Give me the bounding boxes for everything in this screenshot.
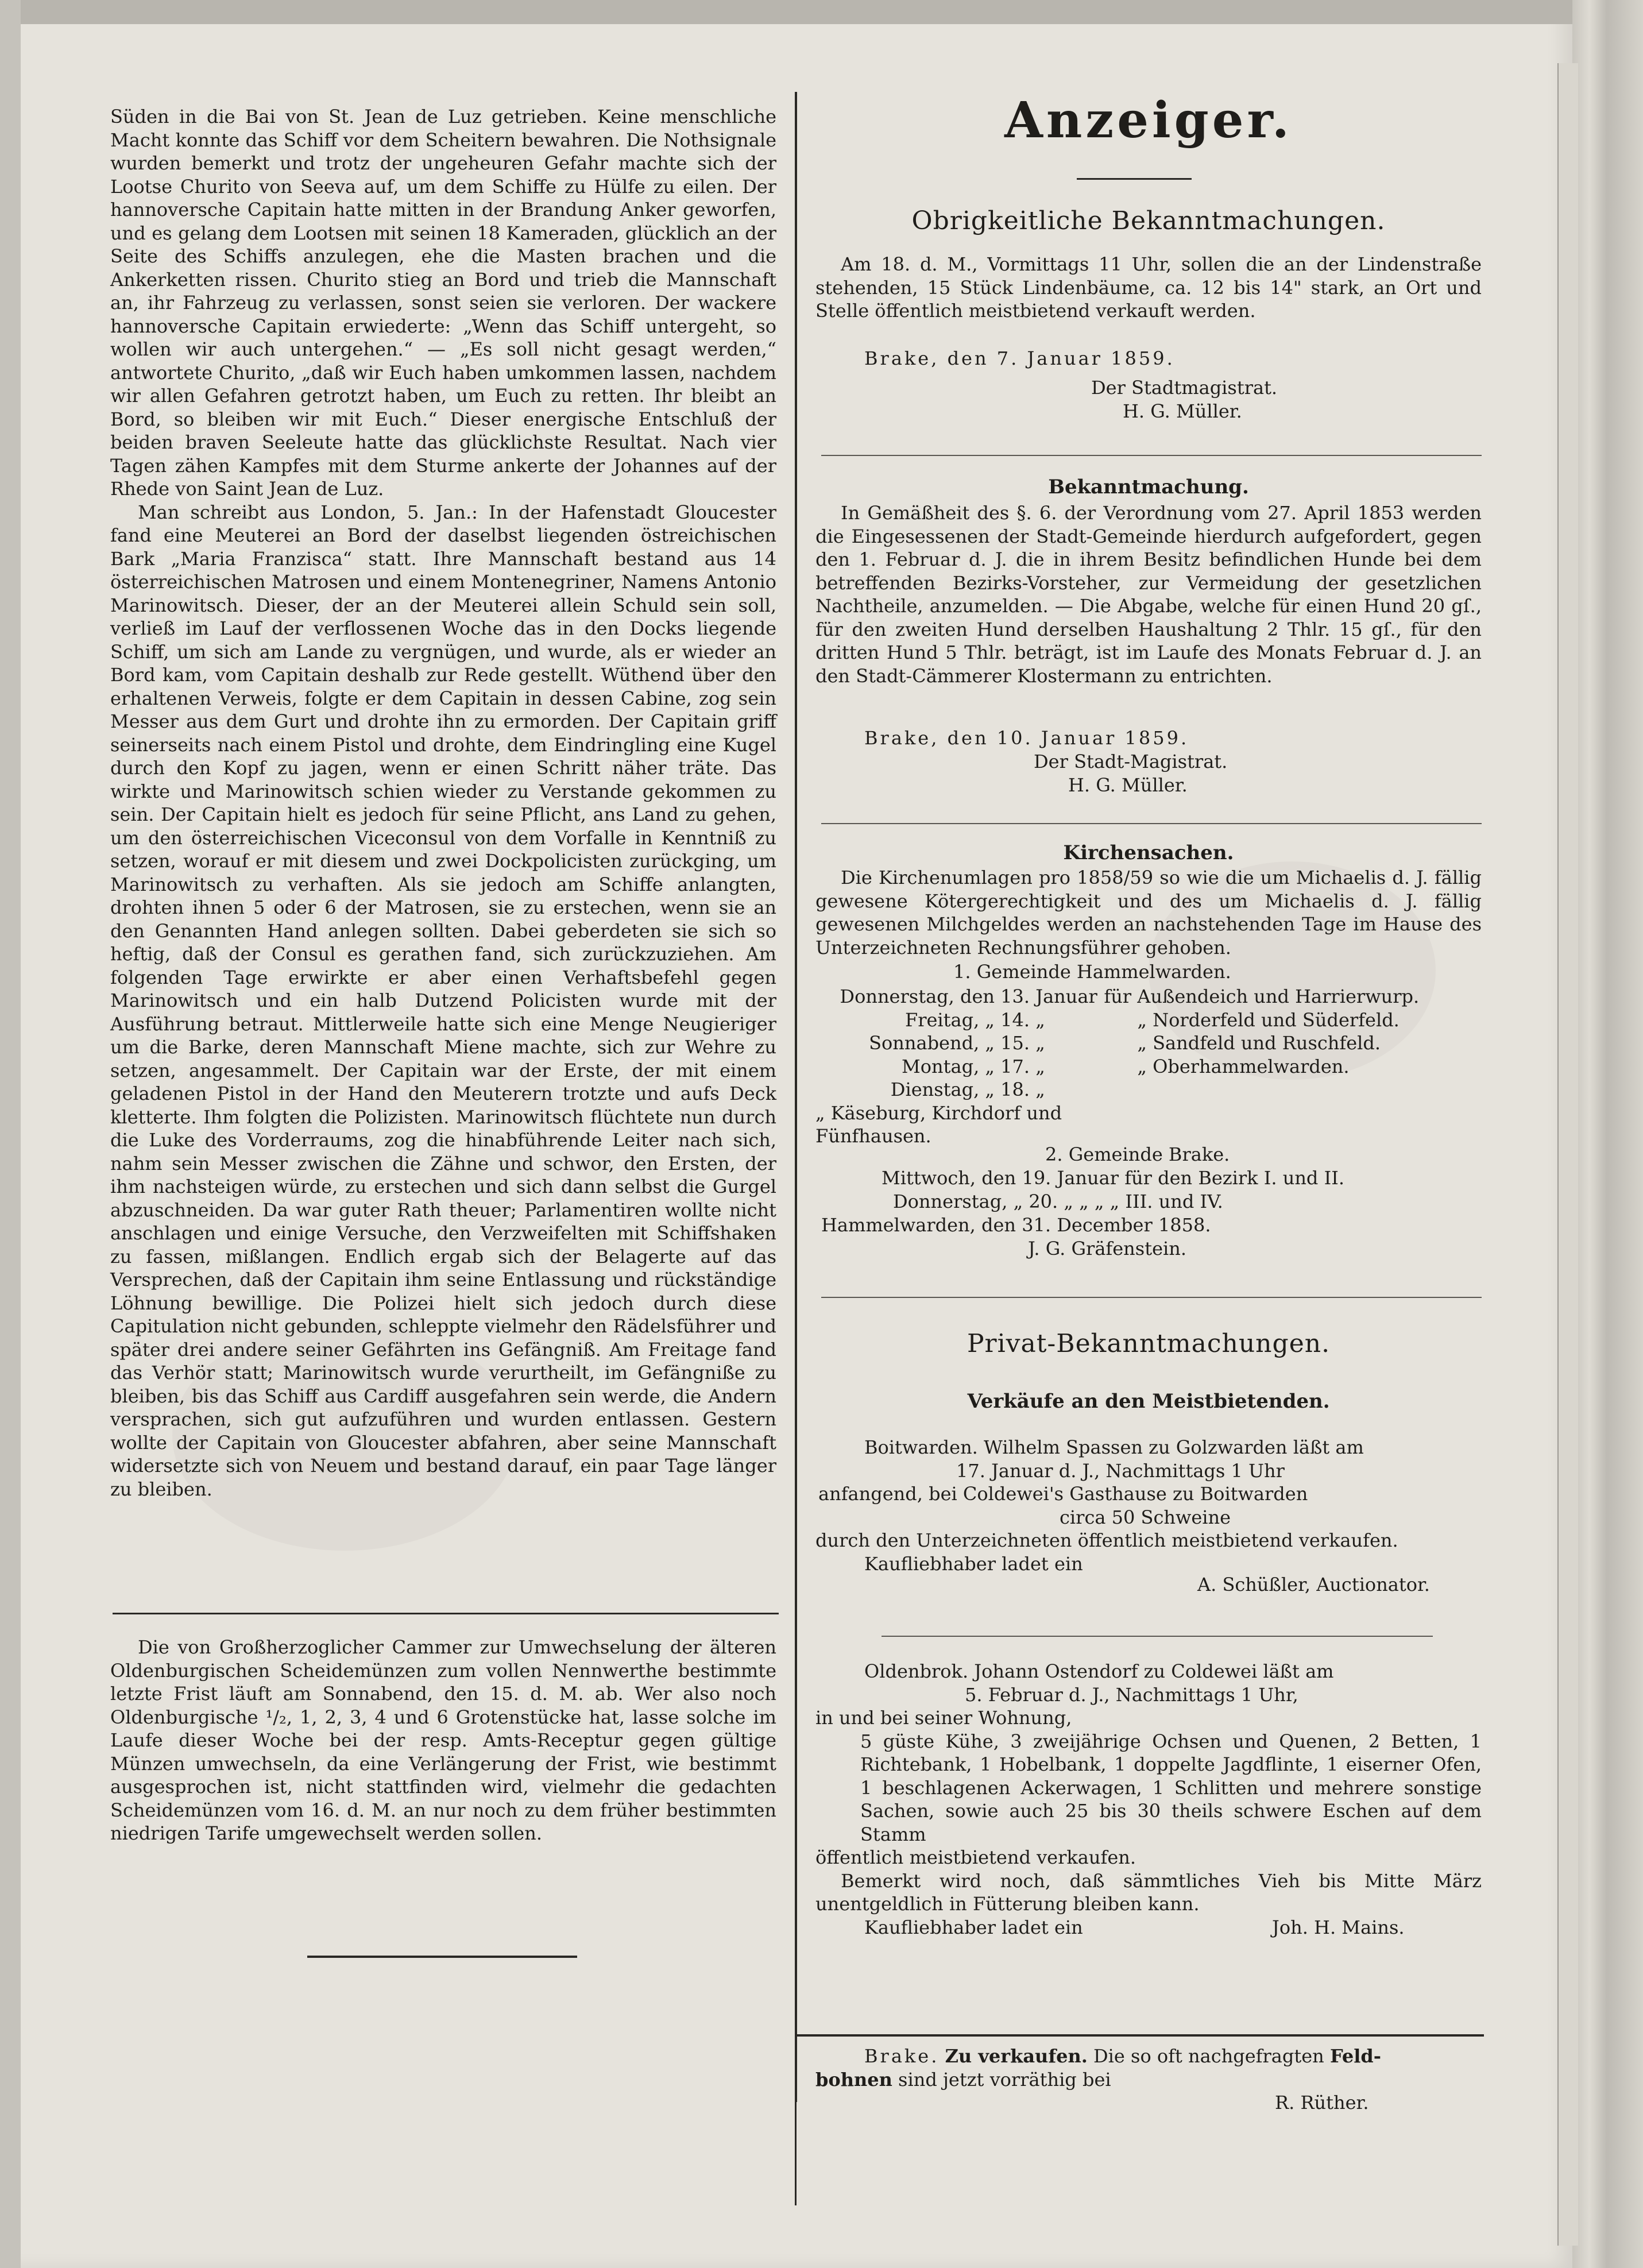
masthead: Anzeiger.	[1004, 91, 1293, 149]
schedule-day: Donnerstag, den	[840, 986, 995, 1007]
official-notice2-authority: Der Stadt-Magistrat.	[1034, 751, 1228, 772]
schedule-place: für Außendeich und Harrierwurp.	[1104, 986, 1420, 1007]
ad-place: Brake.	[864, 2045, 940, 2067]
schedule-row	[815, 1009, 1482, 1032]
church-group2-row: Donnerstag, „ 20. „ „ „ „ III. und IV.	[893, 1191, 1223, 1212]
church-date: Hammelwarden, den 31. December 1858.	[821, 1214, 1211, 1236]
page-left-edge	[0, 0, 21, 2268]
private-title: Privat-Bekanntmachungen.	[967, 1329, 1331, 1358]
official-notice2-signature: H. G. Müller.	[1068, 774, 1188, 796]
article-paragraph: Die von Großherzoglicher Cammer zur Umwechselung der älteren Oldenburgischen Scheidemünzen zum vollen Nennwerthe bestimmte letzte Frist läuft am Sonnabend, den 15. d. M. ab. Wer also noch Oldenburgische ¹/₂, 1, 2, 3, 4 und 6 Grotenstücke hat, lasse solche im Laufe dieser Woche bei der resp. Amts-Receptur gegen gültige Münzen umwechseln, da eine Verlängerung der Frist, wie bestimmt ausgesprochen ist, nicht stattfinden wird, vielmehr die gedachten Scheidemünzen vom 16. d. M. an nur noch zu dem früher bestimmten niedrigen Tarife umgewechselt werden sollen.	[110, 1636, 776, 1844]
church-group1-title: 1. Gemeinde Hammelwarden.	[953, 961, 1231, 983]
schedule-place: „ Norderfeld und Süderfeld.	[1137, 1009, 1400, 1031]
official-notice2-title: Bekanntmachung.	[1048, 476, 1249, 499]
article-paragraph: Süden in die Bai von St. Jean de Luz getrieben. Keine menschliche Macht konnte das Schiff vor dem Scheitern bewahren. Die Nothsignale wurden bemerkt und trotz der ungeheuren Gefahr machte sich der Lootse Churito von Seeva auf, um dem Schiffe zu Hülfe zu eilen. Der hannoversche Capitain hatte mitten in der Brandung Anker geworfen, und es gelang dem Lootsen mit seinen 18 Kameraden, glücklich an der Seite des Schiffs anzulegen, ehe die Masten brachen und die Ankerketten rissen. Churito stieg an Bord und trieb die Mannschaft an, ihr Fahrzeug zu verlassen, sonst seien sie verloren. Der wackere hannoversche Capitain erwiederte: „Wenn das Schiff untergeht, so wollen wir auch untergehen.“ — „Es soll nicht gesagt werden,“ antwortete Churito, „daß wir Euch haben umkommen lassen, nachdem wir allen Gefahren getrotzt haben, um Euch zu retten. Ihr bleibt an Bord, so bleiben wir mit Euch.“ Dieser energische Entschluß der beiden braven Seeleute hatte das glücklichste Resultat. Nach vier Tagen zähen Kampfes mit dem Sturme ankerte der Johannes auf der Rhede von Saint Jean de Luz.	[110, 106, 776, 500]
section-rule	[795, 2034, 1484, 2037]
official-notice1-signature: H. G. Müller.	[1123, 400, 1242, 422]
ad-line: circa 50 Schweine	[1060, 1506, 1231, 1528]
schedule-row	[815, 1055, 1482, 1079]
schedule-place: „ Oberhammelwarden.	[1137, 1055, 1350, 1077]
schedule-day: Sonnabend, „	[869, 1032, 995, 1054]
official-notice1-authority: Der Stadtmagistrat.	[1091, 377, 1278, 399]
schedule-row	[815, 1078, 1482, 1148]
ad-line: anfangend, bei Coldewei's Gasthause zu Boitwarden	[818, 1483, 1308, 1505]
church-text: Die Kirchenumlagen pro 1858/59 so wie die um Michaelis d. J. fällig gewesene Kötergerechtigkeit und des um Michaelis d. J. fällig gewesenen Milchgeldes werden an nachstehenden Tage im Hause des Unterzeichneten Rechnungsführer gehoben.	[815, 867, 1482, 959]
ad-heading: Zu verkaufen.	[945, 2045, 1088, 2067]
end-rule	[307, 1956, 577, 1958]
column-rule	[113, 1613, 779, 1614]
private-subtitle: Verkäufe an den Meistbietenden.	[967, 1390, 1330, 1413]
ad-items: 5 güste Kühe, 3 zweijährige Ochsen und Quenen, 2 Betten, 1 Richtebank, 1 Hobelbank, 1 doppelte Jagdflinte, 1 eiserner Ofen, 1 beschlagenen Ackerwagen, 1 Schlitten und mehrere sonstige Sachen, sowie auch 25 bis 30 theils schwere Eschen auf dem Stamm	[860, 1730, 1482, 1845]
ad-brake	[815, 2045, 1482, 2115]
schedule-date: 18. „	[1000, 1079, 1045, 1100]
schedule-date: 17. „	[1000, 1055, 1045, 1077]
official-notice2-text: In Gemäßheit des §. 6. der Verordnung vom 27. April 1853 werden die Eingesessenen der Stadt-Gemeinde hierdurch aufgefordert, gegen den 1. Februar d. J. die in ihrem Besitz befindlichen Hunde bei dem betreffenden Bezirks-Vorsteher, zur Vermeidung der gesetzlichen Nachtheile, anzumelden. — Die Abgabe, welche für einen Hund 20 gſ., für den zweiten Hund derselben Haushaltung 2 Thlr. 15 gſ., für den dritten Hund 5 Thlr. beträgt, ist im Laufe des Monats Februar d. J. an den Stadt-Cämmerer Klostermann zu entrichten.	[815, 502, 1482, 687]
schedule-date: 13. Januar	[1000, 986, 1097, 1007]
left-column-notice	[110, 1636, 776, 1845]
ad-signature: A. Schüßler, Auctionator.	[1197, 1574, 1430, 1595]
page-right-edge	[1572, 0, 1643, 2268]
ad-line: 5. Februar d. J., Nachmittags 1 Uhr,	[965, 1683, 1298, 1706]
schedule-date: 15. „	[1000, 1032, 1045, 1054]
church-group2-title: 2. Gemeinde Brake.	[1045, 1143, 1230, 1165]
ad-line: Kaufliebhaber ladet ein	[864, 1916, 1083, 1938]
schedule-date: 14. „	[1000, 1009, 1045, 1031]
notice-rule	[821, 1297, 1482, 1298]
schedule-day: Montag, „	[902, 1055, 995, 1077]
schedule-row	[815, 1031, 1482, 1055]
page-fold	[1557, 63, 1578, 2246]
page-top-edge	[0, 0, 1643, 24]
church-group2-row: Mittwoch, den 19. Januar für den Bezirk I. und II.	[882, 1167, 1345, 1189]
church-schedule-1	[815, 985, 1482, 1148]
official-notice1-date: Brake, den 7. Januar 1859.	[864, 347, 1175, 369]
schedule-place: „ Käseburg, Kirchdorf und Fünfhausen.	[815, 1102, 1062, 1147]
official-notice1-text: Am 18. d. M., Vormittags 11 Uhr, sollen die an der Lindenstraße stehenden, 15 Stück Lindenbäume, ca. 12 bis 14" stark, an Ort und Stelle öffentlich meistbietend verkauft werden.	[815, 253, 1482, 322]
ad-line: Oldenbrok. Johann Ostendorf zu Coldewei läßt am	[864, 1660, 1334, 1682]
ad-signature: R. Rüther.	[1275, 2092, 1369, 2114]
notice-rule	[821, 455, 1482, 456]
ad-line: in und bei seiner Wohnung,	[815, 1707, 1072, 1729]
ad-item: bohnen	[815, 2068, 892, 2091]
schedule-row	[815, 985, 1482, 1009]
ad-text: sind jetzt vorräthig bei	[898, 2068, 1111, 2091]
official-notice2-date: Brake, den 10. Januar 1859.	[864, 727, 1189, 749]
official-title: Obrigkeitliche Bekanntmachungen.	[911, 206, 1386, 235]
ad-line: durch den Unterzeichneten öffentlich meistbietend verkaufen.	[815, 1529, 1398, 1551]
masthead-rule	[1077, 178, 1192, 180]
article-paragraph: Man schreibt aus London, 5. Jan.: In der Hafenstadt Gloucester fand eine Meuterei an Bord der daselbst liegenden östreichischen Bark „Maria Franzisca“ statt. Ihre Mannschaft bestand aus 14 österreichischen Matrosen und einem Montenegriner, Namens Antonio Marinowitsch. Dieser, der an der Meuterei allein Schuld sein soll, verließ im Lauf der verflossenen Woche das in den Docks liegende Schiff, um sich am Lande zu vergnügen, und wurde, als er wieder an Bord kam, vom Capitain deshalb zur Rede gestellt. Wüthend über den erhaltenen Verweis, folgte er dem Capitain in dessen Cabine, zog sein Messer aus dem Gurt und drohte ihn zu ermorden. Der Capitain griff seinerseits nach einem Pistol und drohte, dem Eindringling eine Kugel durch den Kopf zu jagen, wenn er einen Schritt näher träte. Das wirkte und Marinowitsch schien wieder zu Verstande gekommen zu sein. Der Capitain hielt es jedoch für seine Pflicht, ans Land zu gehen, um den österreichischen Viceconsul von dem Vorfalle in Kenntniß zu setzen, worauf er mit diesem und zwei Dockpolicisten zurückging, um Marinowitsch zu verhaften. Als sie jedoch am Schiffe anlangten, drohten ihnen 5 oder 6 der Matrosen, sie zu erstechen, wenn sie an den Genannten Hand anlegen sollten. Dabei geberdeten sie sich so heftig, daß der Consul es gerathen fand, sich zurückzuziehen. Am folgenden Tage erwirkte er aber einen Verhaftsbefehl gegen Marinowitsch und ein halb Dutzend Policisten wurde mit der Ausführung betraut. Mittlerweile hatte sich eine Menge Neugieriger um die Barke, deren Mannschaft Miene machte, sich zur Wehre zu setzen, angesammelt. Der Capitain war der Erste, der mit einem geladenen Pistol in der Hand den Meuterern trotzte und aufs Deck kletterte. Ihm folgten die Polizisten. Marinowitsch flüchtete nun durch die Luke des Vorderraums, zog die hinabführende Leiter nach sich, nahm sein Messer zwischen die Zähne und schwor, den Ersten, der ihm nachsteigen würde, zu erstechen und sich dann selbst die Gurgel abzuschneiden. Da war guter Rath theuer; Parlamentiren wollte nicht anschlagen und einige Versuche, den Verzweifelten mit Schiffshaken zu fassen, mißlangen. Endlich ergab sich der Belagerte auf das Versprechen, daß der Capitain ihm seine Entlassung und rückständige Löhnung bewillige. Die Polizei hielt sich jedoch durch diese Capitulation nicht gebunden, schleppte vielmehr den Rädelsführer und später drei andere seiner Gefährten ins Gefängniß. Am Freitage fand das Verhör statt; Marinowitsch wurde verurtheilt, im Gefängniße zu bleiben, bis das Schiff aus Cardiff ausgefahren sein werde, die Andern versprachen, sich gut aufzuführen und wurden entlassen. Gestern wollte der Capitain von Gloucester abfahren, aber seine Mannschaft widersetzte sich von Neuem und bestand darauf, ein paar Tage länger zu bleiben.	[110, 501, 776, 1500]
ad-item: Feld-	[1329, 2045, 1382, 2067]
ad-line: 17. Januar d. J., Nachmittags 1 Uhr	[956, 1459, 1285, 1482]
ad-boitwarden	[815, 1436, 1482, 1597]
church-signature: J. G. Gräfenstein.	[1028, 1238, 1187, 1259]
schedule-day: Dienstag, „	[890, 1079, 995, 1100]
ad-line: öffentlich meistbietend verkaufen.	[815, 1846, 1136, 1868]
ad-note: Bemerkt wird noch, daß sämmtliches Vieh bis Mitte März unentgeldlich in Fütterung bleiben kann.	[815, 1869, 1482, 1915]
schedule-place: „ Sandfeld und Ruschfeld.	[1137, 1032, 1381, 1054]
ad-rule	[882, 1636, 1433, 1637]
ad-line: Kaufliebhaber ladet ein	[864, 1552, 1083, 1575]
notice-rule	[821, 823, 1482, 824]
ad-line	[815, 2068, 1482, 2092]
column-divider	[795, 2039, 797, 2205]
ad-text: Die so oft nachgefragten	[1093, 2045, 1324, 2067]
ad-oldenbrok	[815, 1660, 1482, 1939]
ad-line	[815, 2045, 1482, 2068]
church-title: Kirchensachen.	[1063, 841, 1234, 864]
schedule-day: Freitag, „	[904, 1009, 995, 1031]
ad-line: Boitwarden. Wilhelm Spassen zu Golzwarden läßt am	[864, 1436, 1364, 1458]
column-divider	[795, 92, 797, 2102]
ad-signature: Joh. H. Mains.	[1272, 1917, 1405, 1938]
left-column	[110, 105, 776, 1501]
